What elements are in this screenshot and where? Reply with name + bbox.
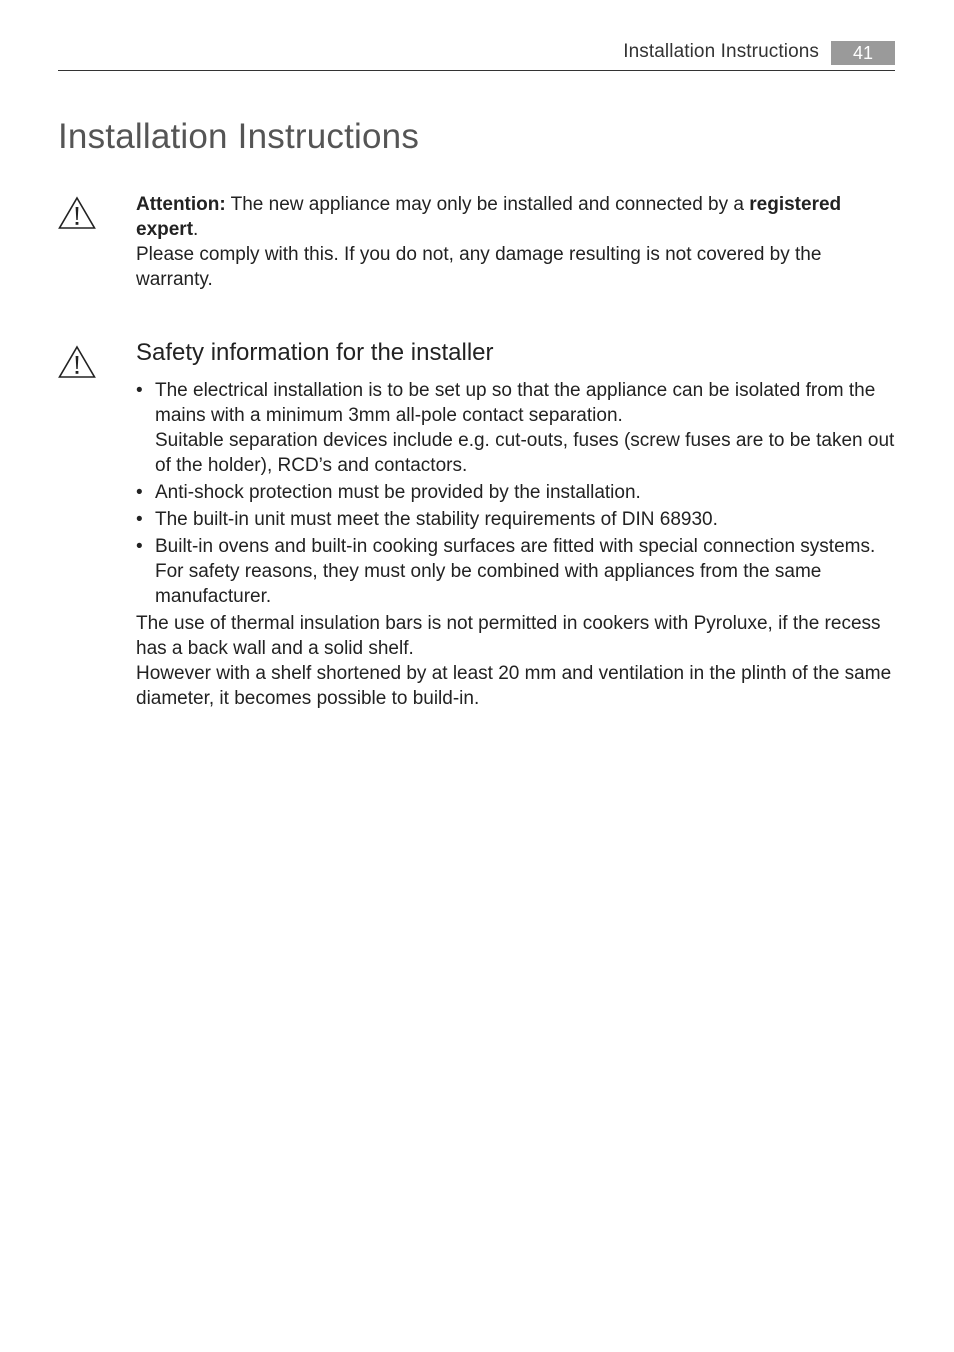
attention-warranty-text: Please comply with this. If you do not, any damage resulting is not covered by the warranty. [136, 244, 822, 290]
insulation-paragraph: The use of thermal insulation bars is not permitted in cookers with Pyroluxe, if the recess has a back wall and a solid shelf. [136, 613, 881, 659]
list-item [136, 534, 896, 609]
attention-notice [136, 192, 896, 292]
warning-triangle-icon [58, 196, 96, 230]
list-item-text: The electrical installation is to be set up so that the appliance can be isolated from the mains with a minimum 3mm all-pole contact separation. [155, 380, 876, 426]
warning-triangle-icon [58, 345, 96, 379]
section-heading: Safety information for the installer [136, 339, 494, 366]
running-title: Installation Instructions [623, 41, 819, 62]
attention-paragraph [136, 192, 896, 242]
list-item [136, 507, 896, 532]
list-item [136, 378, 896, 478]
attention-text: The new appliance may only be installed and connected by a [225, 194, 750, 215]
list-item-text: The built-in unit must meet the stability requirements of DIN 68930. [155, 509, 718, 530]
attention-lead: Attention: [136, 194, 226, 215]
attention-emphasis: registered expert [136, 194, 842, 240]
running-header [58, 38, 895, 71]
bullet-icon: • [136, 380, 143, 401]
bullet-icon: • [136, 509, 143, 530]
attention-period: . [193, 219, 199, 240]
list-item-subtext: Suitable separation devices include e.g. cut-outs, fuses (screw fuses are to be taken out of the holder), RCD’s and contactors. [155, 430, 895, 476]
list-item-text: Built-in ovens and built-in cooking surfaces are fitted with special connection systems. For safety reasons, they must only be combined with appliances from the same manufacturer. [155, 536, 876, 607]
bullet-icon: • [136, 536, 143, 557]
list-item [136, 480, 896, 505]
bullet-icon: • [136, 482, 143, 503]
safety-body [136, 378, 896, 711]
safety-bullet-list [136, 378, 896, 609]
page-number: 41 [831, 41, 895, 65]
page-title: Installation Instructions [58, 117, 420, 156]
shelf-paragraph: However with a shelf shortened by at least 20 mm and ventilation in the plinth of the same diameter, it becomes possible to build-in. [136, 663, 892, 709]
list-item-text: Anti-shock protection must be provided by the installation. [155, 482, 641, 503]
